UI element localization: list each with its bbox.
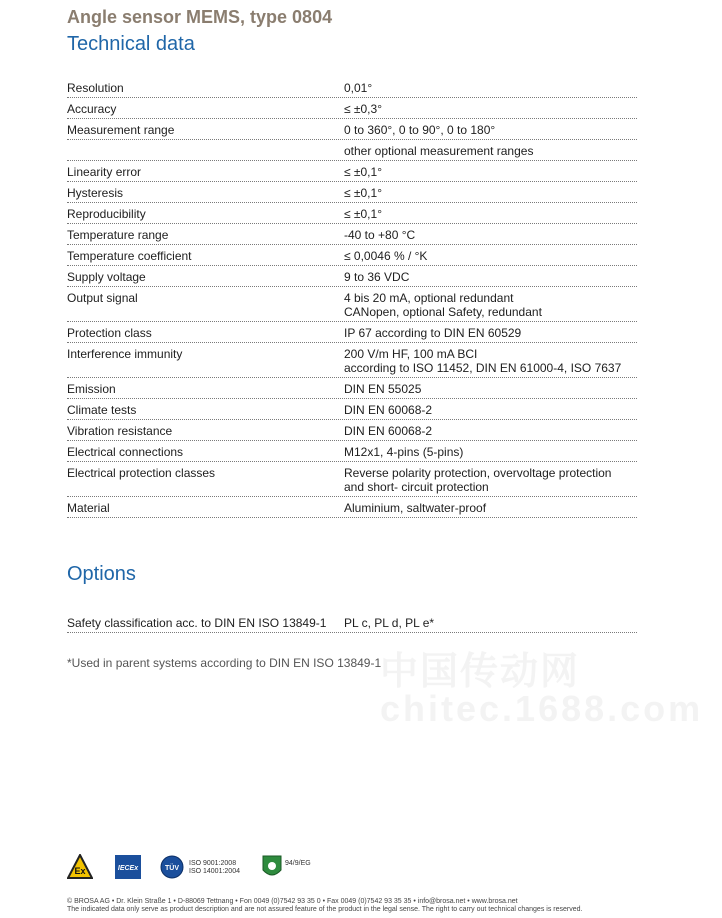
spec-value-line: IP 67 according to DIN EN 60529 bbox=[344, 326, 522, 340]
spec-value-line: 200 V/m HF, 100 mA BCI bbox=[344, 347, 478, 361]
spec-value-line: Reverse polarity protection, overvoltage protection bbox=[344, 466, 612, 480]
spec-value-line: M12x1, 4-pins (5-pins) bbox=[344, 445, 464, 459]
spec-label: Resolution bbox=[67, 81, 124, 95]
spec-value-line: 0 to 360°, 0 to 90°, 0 to 180° bbox=[344, 123, 496, 137]
spec-value bbox=[344, 347, 637, 375]
page-footer bbox=[67, 898, 667, 914]
spec-label: Vibration resistance bbox=[67, 424, 173, 438]
section-title-options: Options bbox=[67, 563, 136, 585]
spec-label: Protection class bbox=[67, 326, 152, 340]
ex-logo-text: Ex bbox=[74, 866, 86, 876]
watermark-line-1: 中国传动网 bbox=[380, 651, 581, 693]
spec-value bbox=[344, 249, 637, 263]
section-title-technical-data: Technical data bbox=[67, 33, 195, 55]
spec-value-line: 0,01° bbox=[344, 81, 373, 95]
spec-value bbox=[344, 102, 637, 116]
spec-value bbox=[344, 228, 637, 242]
spec-row bbox=[67, 399, 637, 420]
spec-row bbox=[67, 119, 637, 140]
spec-row bbox=[67, 224, 637, 245]
iso-14001-text: ISO 14001:2004 bbox=[189, 868, 240, 875]
spec-label: Linearity error bbox=[67, 165, 142, 179]
spec-value bbox=[344, 424, 637, 438]
spec-value bbox=[344, 81, 637, 95]
ex-logo-icon bbox=[67, 854, 93, 885]
spec-label: Electrical connections bbox=[67, 445, 184, 459]
spec-value-line: DIN EN 55025 bbox=[344, 382, 422, 396]
spec-row bbox=[67, 140, 637, 161]
atex-logo-icon bbox=[261, 854, 283, 885]
spec-row bbox=[67, 497, 637, 518]
spec-value bbox=[344, 291, 637, 319]
footnote: *Used in parent systems according to DIN EN ISO 13849-1 bbox=[67, 656, 382, 670]
spec-row bbox=[67, 161, 637, 182]
page-title: Angle sensor MEMS, type 0804 bbox=[67, 7, 333, 27]
spec-label: Climate tests bbox=[67, 403, 137, 417]
spec-label: Accuracy bbox=[67, 102, 117, 116]
spec-value bbox=[344, 207, 637, 221]
spec-row bbox=[67, 287, 637, 322]
tuv-logo-text: TÜV bbox=[165, 865, 179, 872]
spec-label: Interference immunity bbox=[67, 347, 183, 361]
spec-row bbox=[67, 462, 637, 497]
spec-value-line: ≤ ±0,1° bbox=[344, 207, 382, 221]
spec-label: Material bbox=[67, 501, 110, 515]
spec-value-line: 4 bis 20 mA, optional redundant bbox=[344, 291, 514, 305]
spec-value bbox=[344, 501, 637, 515]
spec-value-line: ≤ ±0,1° bbox=[344, 186, 382, 200]
spec-value-line: ≤ ±0,1° bbox=[344, 165, 382, 179]
certification-logos bbox=[67, 854, 567, 884]
spec-value-line: ≤ 0,0046 % / °K bbox=[344, 249, 428, 263]
spec-value-line: DIN EN 60068-2 bbox=[344, 403, 433, 417]
iecex-logo-text: IECEx bbox=[117, 865, 139, 872]
spec-value bbox=[344, 186, 637, 200]
footer-disclaimer: The indicated data only serve as product description and are not assured feature of the product in the legal sense. The right to carry out technical changes is reserved. bbox=[67, 906, 583, 913]
spec-value-line: Aluminium, saltwater-proof bbox=[344, 501, 487, 515]
spec-value-line: other optional measurement ranges bbox=[344, 144, 534, 158]
spec-label: Measurement range bbox=[67, 123, 175, 137]
spec-row bbox=[67, 245, 637, 266]
options-label: Safety classification acc. to DIN EN ISO 13849-1 bbox=[67, 616, 327, 630]
spec-label: Electrical protection classes bbox=[67, 466, 216, 480]
spec-row bbox=[67, 322, 637, 343]
spec-row bbox=[67, 378, 637, 399]
spec-value-line: -40 to +80 °C bbox=[344, 228, 416, 242]
spec-value bbox=[344, 165, 637, 179]
iecex-logo-icon bbox=[114, 854, 142, 885]
spec-row bbox=[67, 441, 637, 462]
iso-9001-text: ISO 9001:2008 bbox=[189, 860, 237, 867]
spec-value-line: 9 to 36 VDC bbox=[344, 270, 410, 284]
spec-value bbox=[344, 403, 637, 417]
spec-label: Temperature coefficient bbox=[67, 249, 192, 263]
footer-address: © BROSA AG • Dr. Klein Straße 1 • D-88069 Tettnang • Fon 0049 (0)7542 93 35 0 • Fax 0049 (0)7542 93 35 35 • info@brosa.net • www.brosa.net bbox=[67, 898, 518, 905]
options-row bbox=[67, 612, 637, 633]
spec-label: Temperature range bbox=[67, 228, 169, 242]
spec-value-line: and short- circuit protection bbox=[344, 480, 489, 494]
spec-value bbox=[344, 445, 637, 459]
spec-value bbox=[344, 466, 637, 494]
spec-value-line: CANopen, optional Safety, redundant bbox=[344, 305, 542, 319]
spec-value bbox=[344, 326, 637, 340]
spec-row bbox=[67, 343, 637, 378]
spec-row bbox=[67, 420, 637, 441]
spec-value-line: according to ISO 11452, DIN EN 61000-4, ISO 7637 bbox=[344, 361, 622, 375]
spec-row bbox=[67, 203, 637, 224]
spec-label: Reproducibility bbox=[67, 207, 146, 221]
spec-value bbox=[344, 123, 637, 137]
spec-value-line: ≤ ±0,3° bbox=[344, 102, 382, 116]
spec-label: Emission bbox=[67, 382, 116, 396]
spec-value bbox=[344, 144, 637, 158]
spec-value-line: DIN EN 60068-2 bbox=[344, 424, 433, 438]
spec-label: Hysteresis bbox=[67, 186, 124, 200]
spec-label bbox=[67, 144, 344, 158]
spec-row bbox=[67, 182, 637, 203]
spec-row bbox=[67, 98, 637, 119]
spec-value bbox=[344, 382, 637, 396]
spec-row bbox=[67, 266, 637, 287]
spec-label: Supply voltage bbox=[67, 270, 146, 284]
spec-value bbox=[344, 270, 637, 284]
watermark-line-2: chitec.1688.com bbox=[380, 688, 704, 729]
tuv-logo-icon bbox=[159, 854, 185, 885]
spec-row bbox=[67, 77, 637, 98]
spec-label: Output signal bbox=[67, 291, 138, 305]
technical-data-table bbox=[67, 77, 637, 518]
atex-text: 94/9/EG bbox=[285, 860, 311, 867]
options-value: PL c, PL d, PL e* bbox=[344, 616, 435, 630]
